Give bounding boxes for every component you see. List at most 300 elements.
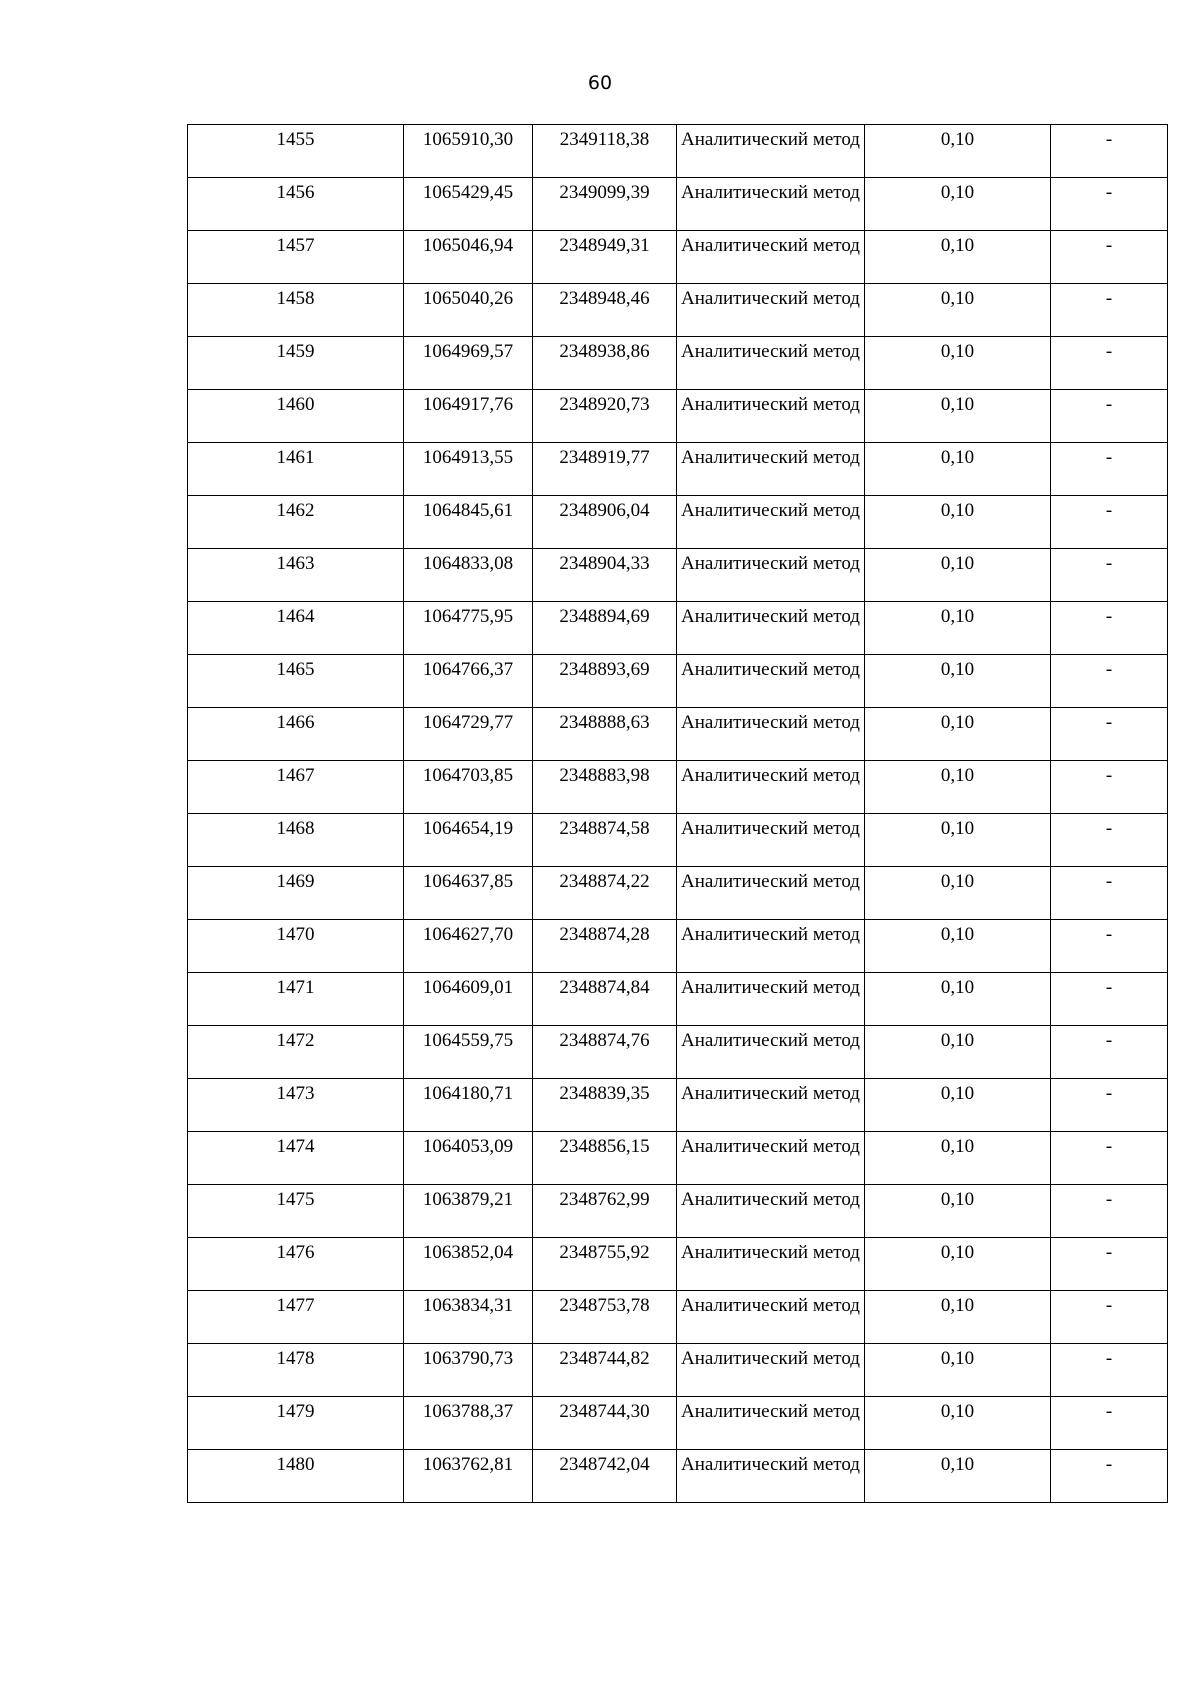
y-coordinate-cell	[533, 708, 677, 761]
table-row	[188, 231, 1168, 284]
accuracy-text: 0,10	[940, 182, 975, 203]
note-text: -	[1105, 977, 1113, 998]
note-cell	[1051, 1344, 1168, 1397]
point-number-text: 1464	[276, 606, 315, 627]
point-number-text: 1466	[276, 712, 315, 733]
y-coordinate-cell	[533, 1238, 677, 1291]
note-text: -	[1105, 341, 1113, 362]
method-text: Аналитический метод	[681, 288, 860, 309]
point-number-text: 1472	[276, 1030, 315, 1051]
accuracy-cell	[865, 761, 1051, 814]
note-cell	[1051, 1132, 1168, 1185]
note-cell	[1051, 1397, 1168, 1450]
method-cell	[677, 1026, 865, 1079]
table-row	[188, 1026, 1168, 1079]
point-number-cell	[188, 549, 404, 602]
method-cell	[677, 390, 865, 443]
accuracy-text: 0,10	[940, 129, 975, 150]
accuracy-cell	[865, 1450, 1051, 1503]
method-cell	[677, 1450, 865, 1503]
note-cell	[1051, 178, 1168, 231]
y-coordinate-cell	[533, 178, 677, 231]
point-number-cell	[188, 973, 404, 1026]
point-number-cell	[188, 1079, 404, 1132]
x-coordinate-text: 1063788,37	[422, 1401, 514, 1422]
x-coordinate-text: 1064766,37	[422, 659, 514, 680]
y-coordinate-text: 2348888,63	[559, 712, 650, 733]
y-coordinate-text: 2348856,15	[559, 1136, 650, 1157]
y-coordinate-cell	[533, 337, 677, 390]
method-text: Аналитический метод	[681, 818, 860, 839]
accuracy-cell	[865, 1079, 1051, 1132]
x-coordinate-text: 1063790,73	[422, 1348, 514, 1369]
method-text: Аналитический метод	[681, 1136, 860, 1157]
point-number-text: 1476	[276, 1242, 315, 1263]
accuracy-text: 0,10	[940, 871, 975, 892]
method-cell	[677, 178, 865, 231]
x-coordinate-cell	[404, 125, 533, 178]
method-cell	[677, 443, 865, 496]
accuracy-cell	[865, 1291, 1051, 1344]
method-text: Аналитический метод	[681, 1030, 860, 1051]
y-coordinate-cell	[533, 231, 677, 284]
note-text: -	[1105, 1083, 1113, 1104]
x-coordinate-text: 1064775,95	[422, 606, 514, 627]
method-text: Аналитический метод	[681, 1454, 860, 1475]
method-cell	[677, 1132, 865, 1185]
note-cell	[1051, 549, 1168, 602]
y-coordinate-cell	[533, 1132, 677, 1185]
method-cell	[677, 549, 865, 602]
table-row	[188, 337, 1168, 390]
point-number-cell	[188, 1132, 404, 1185]
y-coordinate-text: 2348920,73	[559, 394, 650, 415]
y-coordinate-text: 2349118,38	[559, 129, 650, 150]
x-coordinate-text: 1064609,01	[422, 977, 514, 998]
method-text: Аналитический метод	[681, 1242, 860, 1263]
note-text: -	[1105, 1242, 1113, 1263]
method-cell	[677, 1238, 865, 1291]
method-cell	[677, 814, 865, 867]
point-number-cell	[188, 920, 404, 973]
note-cell	[1051, 1079, 1168, 1132]
y-coordinate-cell	[533, 867, 677, 920]
table-row	[188, 443, 1168, 496]
point-number-cell	[188, 390, 404, 443]
x-coordinate-text: 1064729,77	[422, 712, 514, 733]
point-number-cell	[188, 1185, 404, 1238]
table-row	[188, 1397, 1168, 1450]
y-coordinate-cell	[533, 1450, 677, 1503]
x-coordinate-cell	[404, 1132, 533, 1185]
accuracy-text: 0,10	[940, 1401, 975, 1422]
point-number-text: 1475	[276, 1189, 315, 1210]
method-cell	[677, 761, 865, 814]
accuracy-text: 0,10	[940, 341, 975, 362]
y-coordinate-text: 2348874,22	[559, 871, 650, 892]
accuracy-text: 0,10	[940, 1030, 975, 1051]
point-number-cell	[188, 284, 404, 337]
point-number-cell	[188, 443, 404, 496]
point-number-text: 1461	[276, 447, 315, 468]
note-cell	[1051, 814, 1168, 867]
note-text: -	[1105, 1401, 1113, 1422]
x-coordinate-cell	[404, 1450, 533, 1503]
method-cell	[677, 337, 865, 390]
x-coordinate-cell	[404, 920, 533, 973]
accuracy-cell	[865, 1344, 1051, 1397]
method-text: Аналитический метод	[681, 1348, 860, 1369]
accuracy-text: 0,10	[940, 659, 975, 680]
accuracy-cell	[865, 655, 1051, 708]
y-coordinate-text: 2348893,69	[559, 659, 650, 680]
point-number-cell	[188, 1238, 404, 1291]
point-number-text: 1479	[276, 1401, 315, 1422]
x-coordinate-cell	[404, 867, 533, 920]
x-coordinate-text: 1063834,31	[422, 1295, 514, 1316]
accuracy-cell	[865, 1397, 1051, 1450]
table-row	[188, 549, 1168, 602]
accuracy-cell	[865, 708, 1051, 761]
method-text: Аналитический метод	[681, 712, 860, 733]
note-cell	[1051, 708, 1168, 761]
x-coordinate-text: 1064703,85	[422, 765, 514, 786]
note-cell	[1051, 655, 1168, 708]
x-coordinate-text: 1064969,57	[422, 341, 514, 362]
x-coordinate-cell	[404, 973, 533, 1026]
accuracy-text: 0,10	[940, 553, 975, 574]
method-text: Аналитический метод	[681, 182, 860, 203]
y-coordinate-text: 2348762,99	[559, 1189, 650, 1210]
accuracy-cell	[865, 1238, 1051, 1291]
note-text: -	[1105, 1136, 1113, 1157]
table-row	[188, 708, 1168, 761]
method-text: Аналитический метод	[681, 500, 860, 521]
method-text: Аналитический метод	[681, 1401, 860, 1422]
x-coordinate-text: 1063879,21	[422, 1189, 514, 1210]
x-coordinate-cell	[404, 1026, 533, 1079]
point-number-text: 1477	[276, 1295, 315, 1316]
note-cell	[1051, 125, 1168, 178]
point-number-cell	[188, 1291, 404, 1344]
method-cell	[677, 920, 865, 973]
point-number-text: 1474	[276, 1136, 315, 1157]
method-cell	[677, 496, 865, 549]
point-number-text: 1473	[276, 1083, 315, 1104]
table-row	[188, 814, 1168, 867]
x-coordinate-cell	[404, 390, 533, 443]
note-text: -	[1105, 1348, 1113, 1369]
point-number-text: 1471	[276, 977, 315, 998]
table-row	[188, 920, 1168, 973]
table-row	[188, 284, 1168, 337]
accuracy-text: 0,10	[940, 924, 975, 945]
method-text: Аналитический метод	[681, 394, 860, 415]
x-coordinate-cell	[404, 761, 533, 814]
point-number-cell	[188, 708, 404, 761]
method-text: Аналитический метод	[681, 1189, 860, 1210]
point-number-text: 1478	[276, 1348, 315, 1369]
x-coordinate-cell	[404, 814, 533, 867]
note-text: -	[1105, 1295, 1113, 1316]
note-text: -	[1105, 712, 1113, 733]
point-number-cell	[188, 337, 404, 390]
note-cell	[1051, 231, 1168, 284]
accuracy-text: 0,10	[940, 288, 975, 309]
method-cell	[677, 1344, 865, 1397]
method-cell	[677, 1397, 865, 1450]
note-cell	[1051, 1238, 1168, 1291]
accuracy-cell	[865, 337, 1051, 390]
point-number-text: 1456	[276, 182, 315, 203]
x-coordinate-text: 1064053,09	[422, 1136, 514, 1157]
method-text: Аналитический метод	[681, 606, 860, 627]
accuracy-cell	[865, 602, 1051, 655]
note-cell	[1051, 284, 1168, 337]
y-coordinate-cell	[533, 1344, 677, 1397]
y-coordinate-text: 2348874,28	[559, 924, 650, 945]
table-row	[188, 125, 1168, 178]
y-coordinate-text: 2348919,77	[559, 447, 650, 468]
y-coordinate-text: 2348755,92	[559, 1242, 650, 1263]
point-number-cell	[188, 125, 404, 178]
note-text: -	[1105, 182, 1113, 203]
point-number-text: 1470	[276, 924, 315, 945]
y-coordinate-cell	[533, 1079, 677, 1132]
x-coordinate-cell	[404, 708, 533, 761]
accuracy-cell	[865, 443, 1051, 496]
method-cell	[677, 867, 865, 920]
accuracy-cell	[865, 1132, 1051, 1185]
y-coordinate-text: 2348906,04	[559, 500, 650, 521]
table-row	[188, 602, 1168, 655]
table-row	[188, 1450, 1168, 1503]
method-text: Аналитический метод	[681, 129, 860, 150]
method-cell	[677, 655, 865, 708]
point-number-cell	[188, 1344, 404, 1397]
y-coordinate-cell	[533, 390, 677, 443]
method-cell	[677, 708, 865, 761]
y-coordinate-text: 2348894,69	[559, 606, 650, 627]
note-cell	[1051, 496, 1168, 549]
table-row	[188, 973, 1168, 1026]
accuracy-text: 0,10	[940, 1348, 975, 1369]
method-text: Аналитический метод	[681, 659, 860, 680]
point-number-text: 1469	[276, 871, 315, 892]
accuracy-text: 0,10	[940, 1454, 975, 1475]
page-number: 60	[587, 72, 613, 94]
accuracy-cell	[865, 867, 1051, 920]
method-text: Аналитический метод	[681, 553, 860, 574]
y-coordinate-cell	[533, 443, 677, 496]
method-text: Аналитический метод	[681, 765, 860, 786]
note-text: -	[1105, 871, 1113, 892]
note-text: -	[1105, 606, 1113, 627]
coordinates-table	[187, 124, 1168, 1503]
y-coordinate-cell	[533, 1026, 677, 1079]
x-coordinate-cell	[404, 496, 533, 549]
point-number-text: 1459	[276, 341, 315, 362]
y-coordinate-text: 2348744,82	[559, 1348, 650, 1369]
point-number-text: 1467	[276, 765, 315, 786]
point-number-cell	[188, 867, 404, 920]
x-coordinate-text: 1064833,08	[422, 553, 514, 574]
point-number-text: 1465	[276, 659, 315, 680]
y-coordinate-cell	[533, 1397, 677, 1450]
table-row	[188, 867, 1168, 920]
method-cell	[677, 284, 865, 337]
accuracy-cell	[865, 549, 1051, 602]
note-text: -	[1105, 553, 1113, 574]
note-cell	[1051, 1185, 1168, 1238]
y-coordinate-cell	[533, 1185, 677, 1238]
y-coordinate-cell	[533, 549, 677, 602]
accuracy-text: 0,10	[940, 1136, 975, 1157]
y-coordinate-cell	[533, 1291, 677, 1344]
accuracy-text: 0,10	[940, 235, 975, 256]
note-cell	[1051, 761, 1168, 814]
point-number-text: 1463	[276, 553, 315, 574]
note-cell	[1051, 973, 1168, 1026]
note-text: -	[1105, 394, 1113, 415]
note-cell	[1051, 867, 1168, 920]
accuracy-text: 0,10	[940, 500, 975, 521]
x-coordinate-text: 1065040,26	[422, 288, 514, 309]
y-coordinate-text: 2348742,04	[559, 1454, 650, 1475]
accuracy-cell	[865, 231, 1051, 284]
point-number-cell	[188, 1397, 404, 1450]
y-coordinate-text: 2348839,35	[559, 1083, 650, 1104]
method-cell	[677, 231, 865, 284]
coordinates-table-body	[188, 125, 1168, 1503]
x-coordinate-cell	[404, 1079, 533, 1132]
y-coordinate-cell	[533, 125, 677, 178]
accuracy-cell	[865, 178, 1051, 231]
accuracy-cell	[865, 125, 1051, 178]
method-text: Аналитический метод	[681, 235, 860, 256]
y-coordinate-cell	[533, 284, 677, 337]
method-cell	[677, 1185, 865, 1238]
note-text: -	[1105, 659, 1113, 680]
point-number-text: 1462	[276, 500, 315, 521]
accuracy-text: 0,10	[940, 818, 975, 839]
point-number-text: 1480	[276, 1454, 315, 1475]
note-text: -	[1105, 235, 1113, 256]
table-row	[188, 1079, 1168, 1132]
method-cell	[677, 602, 865, 655]
y-coordinate-cell	[533, 602, 677, 655]
table-row	[188, 1291, 1168, 1344]
point-number-cell	[188, 496, 404, 549]
table-row	[188, 1344, 1168, 1397]
note-cell	[1051, 337, 1168, 390]
point-number-cell	[188, 655, 404, 708]
x-coordinate-cell	[404, 602, 533, 655]
accuracy-text: 0,10	[940, 1189, 975, 1210]
table-row	[188, 761, 1168, 814]
y-coordinate-cell	[533, 920, 677, 973]
y-coordinate-text: 2349099,39	[559, 182, 650, 203]
method-text: Аналитический метод	[681, 341, 860, 362]
y-coordinate-text: 2348753,78	[559, 1295, 650, 1316]
x-coordinate-text: 1065910,30	[422, 129, 514, 150]
method-text: Аналитический метод	[681, 924, 860, 945]
table-row	[188, 655, 1168, 708]
x-coordinate-text: 1063852,04	[422, 1242, 514, 1263]
x-coordinate-cell	[404, 1291, 533, 1344]
note-text: -	[1105, 288, 1113, 309]
note-text: -	[1105, 765, 1113, 786]
note-text: -	[1105, 129, 1113, 150]
point-number-text: 1458	[276, 288, 315, 309]
accuracy-text: 0,10	[940, 1083, 975, 1104]
x-coordinate-text: 1065046,94	[422, 235, 514, 256]
note-cell	[1051, 920, 1168, 973]
accuracy-cell	[865, 390, 1051, 443]
y-coordinate-text: 2348874,58	[559, 818, 650, 839]
y-coordinate-text: 2348949,31	[559, 235, 650, 256]
x-coordinate-text: 1064559,75	[422, 1030, 514, 1051]
x-coordinate-text: 1064913,55	[422, 447, 514, 468]
x-coordinate-cell	[404, 231, 533, 284]
table-row	[188, 1132, 1168, 1185]
note-cell	[1051, 1026, 1168, 1079]
y-coordinate-cell	[533, 761, 677, 814]
accuracy-cell	[865, 1185, 1051, 1238]
method-text: Аналитический метод	[681, 871, 860, 892]
point-number-text: 1455	[276, 129, 315, 150]
accuracy-text: 0,10	[940, 394, 975, 415]
y-coordinate-cell	[533, 973, 677, 1026]
point-number-text: 1460	[276, 394, 315, 415]
method-text: Аналитический метод	[681, 447, 860, 468]
x-coordinate-cell	[404, 1397, 533, 1450]
point-number-cell	[188, 1450, 404, 1503]
x-coordinate-cell	[404, 1185, 533, 1238]
accuracy-text: 0,10	[940, 765, 975, 786]
accuracy-text: 0,10	[940, 977, 975, 998]
point-number-cell	[188, 231, 404, 284]
y-coordinate-cell	[533, 814, 677, 867]
point-number-cell	[188, 602, 404, 655]
note-text: -	[1105, 1030, 1113, 1051]
y-coordinate-text: 2348904,33	[559, 553, 650, 574]
note-text: -	[1105, 1189, 1113, 1210]
y-coordinate-text: 2348874,84	[559, 977, 650, 998]
point-number-cell	[188, 1026, 404, 1079]
method-cell	[677, 125, 865, 178]
accuracy-text: 0,10	[940, 606, 975, 627]
x-coordinate-text: 1064845,61	[422, 500, 514, 521]
x-coordinate-cell	[404, 443, 533, 496]
point-number-cell	[188, 178, 404, 231]
point-number-text: 1468	[276, 818, 315, 839]
accuracy-text: 0,10	[940, 1242, 975, 1263]
x-coordinate-cell	[404, 549, 533, 602]
x-coordinate-text: 1064637,85	[422, 871, 514, 892]
accuracy-cell	[865, 920, 1051, 973]
y-coordinate-text: 2348948,46	[559, 288, 650, 309]
note-text: -	[1105, 447, 1113, 468]
method-text: Аналитический метод	[681, 1083, 860, 1104]
note-text: -	[1105, 1454, 1113, 1475]
table-row	[188, 178, 1168, 231]
note-text: -	[1105, 924, 1113, 945]
note-text: -	[1105, 818, 1113, 839]
accuracy-text: 0,10	[940, 1295, 975, 1316]
table-row	[188, 1238, 1168, 1291]
x-coordinate-text: 1064917,76	[422, 394, 514, 415]
